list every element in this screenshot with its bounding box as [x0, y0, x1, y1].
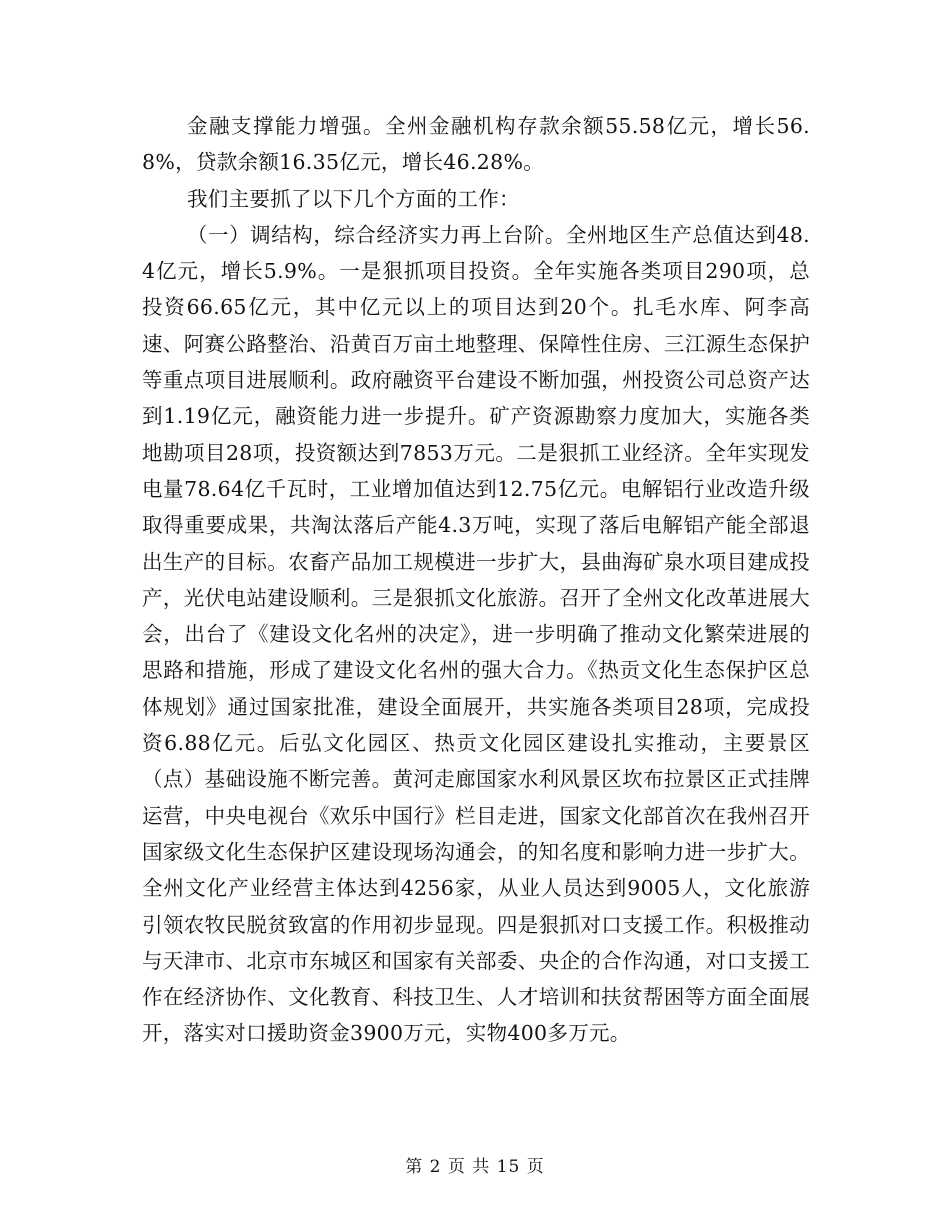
paragraph-structure-adjustment: （一）调结构，综合经济实力再上台阶。全州地区生产总值达到48.4亿元，增长5.9%。一是狠抓项目投资。全年实施各类项目290项，总投资66.65亿元，其中亿元以上的项目达到20个。扎毛水库、阿李高速、阿赛公路整治、沿黄百万亩土地整理、保障性住房、三江源生态保护等重点项目进展顺利。政府融资平台建设不断加强，州投资公司总资产达到1.19亿元，融资能力进一步提升。矿产资源勘察力度加大，实施各类地勘项目28项，投资额达到7853万元。二是狠抓工业经济。全年实现发电量78.64亿千瓦时，工业增加值达到12.75亿元。电解铝行业改造升级取得重要成果，共淘汰落后产能4.3万吨，实现了落后电解铝产能全部退出生产的目标。农畜产品加工规模进一步扩大，县曲海矿泉水项目建成投产，光伏电站建设顺利。三是狠抓文化旅游。召开了全州文化改革进展大会，出台了《建设文化名州的决定》，进一步明确了推动文化繁荣进展的思路和措施，形成了建设文化名州的强大合力。《热贡文化生态保护区总体规划》通过国家批准，建设全面展开，共实施各类项目28项，完成投资6.88亿元。后弘文化园区、热贡文化园区建设扎实推动，主要景区（点）基础设施不断完善。黄河走廊国家水利风景区坎布拉景区正式挂牌运营，中央电视台《欢乐中国行》栏目走进，国家文化部首次在我州召开国家级文化生态保护区建设现场沟通会，的知名度和影响力进一步扩大。全州文化产业经营主体达到4256家，从业人员达到9005人，文化旅游引领农牧民脱贫致富的作用初步显现。四是狠抓对口支援工作。积极推动与天津市、北京市东城区和国家有关部委、央企的合作沟通，对口支援工作在经济协作、文化教育、科技卫生、人才培训和扶贫帮困等方面全面展开，落实对口援助资金3900万元，实物400多万元。 [142, 222, 810, 1046]
paragraph-work-intro: 我们主要抓了以下几个方面的工作： [187, 186, 520, 211]
page-number-footer: 第 2 页 共 15 页 [405, 1157, 545, 1177]
paragraph-finance: 金融支撑能力增强。全州金融机构存款余额55.58亿元，增长56.8%，贷款余额16.35亿元，增长46.28%。 [142, 114, 810, 175]
body-text [142, 108, 810, 1052]
